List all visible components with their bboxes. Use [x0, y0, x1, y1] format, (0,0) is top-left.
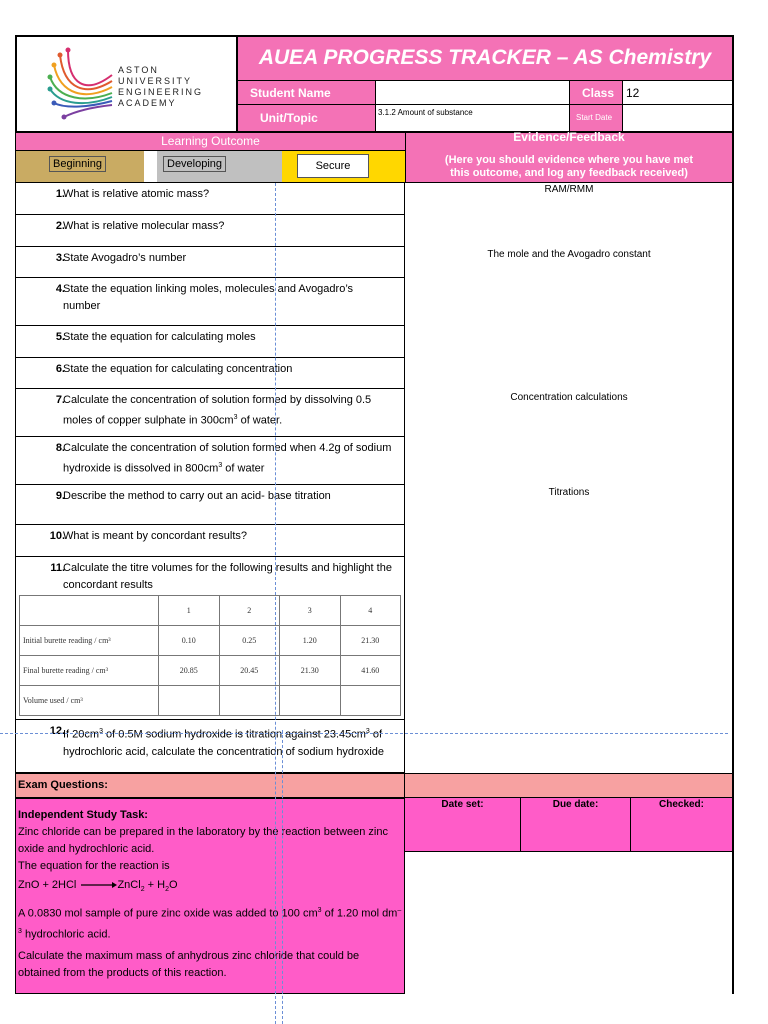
- study-text-part: A 0.0830 mol sample of pure zinc oxide was added to 100 cm: [18, 907, 318, 920]
- beginning-badge: Beginning: [49, 156, 106, 172]
- titre-results-table: [19, 595, 401, 716]
- evidence-mole: The mole and the Avogadro constant: [487, 249, 651, 260]
- exam-questions-label: Exam Questions:: [18, 779, 108, 791]
- exam-questions-right-cell: [405, 773, 734, 798]
- student-name-field[interactable]: [376, 81, 570, 105]
- titre-cell: 21.30: [340, 626, 401, 656]
- outcome-row-4: [15, 278, 405, 326]
- equation-product: O: [168, 879, 178, 891]
- outcome-number: 11.: [50, 562, 65, 574]
- page-guide-horizontal: [0, 733, 728, 734]
- titre-cell: 1.20: [280, 626, 341, 656]
- subscript: 2: [165, 886, 169, 894]
- logo-line: UNIVERSITY: [118, 76, 193, 86]
- titre-header-cell: 3: [280, 596, 341, 626]
- outcome-text-part: of water: [222, 462, 265, 475]
- date-set-cell: [405, 798, 521, 852]
- unit-field[interactable]: [376, 105, 570, 131]
- outcome-row-5: [15, 326, 405, 358]
- title-bar: [238, 37, 732, 81]
- study-text-part: of 1.20 mol dm: [321, 907, 398, 920]
- class-label-cell: [570, 81, 623, 105]
- outcome-text: State the equation for calculating concentration: [63, 363, 293, 375]
- titre-cell[interactable]: [219, 686, 280, 716]
- class-value: 12: [626, 86, 640, 100]
- study-heading: Independent Study Task:: [18, 809, 148, 821]
- study-text: The equation for the reaction is: [18, 860, 170, 872]
- titre-cell: 0.25: [219, 626, 280, 656]
- titre-cell[interactable]: [280, 686, 341, 716]
- subscript: 2: [140, 886, 145, 894]
- superscript: –3: [18, 907, 402, 935]
- exam-questions-label-cell: [15, 773, 405, 798]
- titre-header-cell: 2: [219, 596, 280, 626]
- titre-header-row: [20, 596, 401, 626]
- outcome-text-part: of hydrochloric acid, calculate the concentration of sodium hydroxide: [63, 728, 385, 758]
- titre-row-label: Volume used / cm³: [20, 686, 159, 716]
- evidence-conc: Concentration calculations: [510, 392, 628, 403]
- outcome-row-8: [15, 437, 405, 485]
- study-text-part: hydrochloric acid.: [21, 928, 111, 941]
- titre-cell[interactable]: [340, 686, 401, 716]
- superscript: 3: [233, 414, 238, 421]
- outcome-number: 12.: [49, 725, 65, 737]
- outcome-number: 7.: [55, 394, 65, 406]
- logo-line: ENGINEERING: [118, 87, 204, 97]
- outcome-row-10: [15, 525, 405, 557]
- start-date-field[interactable]: [623, 105, 732, 131]
- logo-line: ASTON: [118, 65, 159, 75]
- outcome-text: What is meant by concordant results?: [63, 530, 248, 542]
- superscript: 3: [99, 728, 103, 735]
- outcome-row-6: [15, 358, 405, 389]
- titre-cell: 21.30: [280, 656, 341, 686]
- evidence-title: Evidence/Feedback: [513, 130, 625, 144]
- titre-row: [20, 626, 401, 656]
- outcome-text: State the equation for calculating moles: [63, 331, 256, 343]
- academy-logo: [18, 37, 236, 131]
- titre-row-label: Final burette reading / cm³: [20, 656, 159, 686]
- evidence-header: [405, 130, 734, 183]
- checked-label: Checked:: [658, 799, 704, 810]
- titre-cell: 41.60: [340, 656, 401, 686]
- study-text: Zinc chloride can be prepared in the laboratory by the reaction between zinc oxide and hydrochloric acid.: [18, 826, 388, 855]
- outcome-text: What is relative molecular mass?: [63, 220, 225, 232]
- reaction-arrow-icon: [81, 881, 117, 889]
- outcome-number: 6.: [55, 363, 65, 375]
- titre-row-label: Initial burette reading / cm³: [20, 626, 159, 656]
- titre-row: [20, 686, 401, 716]
- superscript: 3: [365, 728, 370, 735]
- outcome-text: What is relative atomic mass?: [63, 188, 210, 200]
- due-date-cell: [521, 798, 631, 852]
- unit-label-cell: [238, 105, 376, 131]
- outcome-row-3: [15, 247, 405, 278]
- logo-text: [118, 65, 203, 109]
- secure-badge: Secure: [297, 154, 369, 178]
- superscript: 3: [218, 462, 223, 469]
- outcome-text-part: Calculate the concentration of solution formed when 4.2g of sodium hydroxide is dissolved in 800cm: [63, 442, 392, 475]
- equation-product: + H: [144, 879, 166, 891]
- unit-label: Unit/Topic: [260, 111, 318, 125]
- unit-value: 3.1.2 Amount of substance: [378, 108, 473, 117]
- evidence-note: (Here you should evidence where you have met this outcome, and log any feedback received): [444, 154, 694, 179]
- outcome-row-12: [15, 720, 405, 773]
- level-key-bar: [15, 151, 405, 183]
- equation-product: ZnCl: [117, 879, 141, 891]
- outcome-number: 1.: [55, 188, 65, 200]
- outcome-number: 9.: [55, 490, 65, 502]
- reaction-equation: [18, 877, 402, 898]
- outcome-text: [63, 723, 393, 761]
- titre-cell: 20.45: [219, 656, 280, 686]
- equation-reactants: ZnO + 2HCl: [18, 879, 77, 891]
- learning-outcome-title: Learning Outcome: [161, 134, 260, 148]
- outcome-text-part: If 20cm: [63, 728, 100, 741]
- titre-cell: 20.85: [159, 656, 220, 686]
- outcome-number: 4.: [55, 283, 65, 295]
- outcome-number: 10.: [49, 530, 65, 542]
- outcome-number: 8.: [55, 442, 65, 454]
- outcome-number: 3.: [55, 252, 65, 264]
- titre-header-cell: [20, 596, 159, 626]
- outcome-text: Calculate the titre volumes for the following results and highlight the concordant results: [63, 562, 392, 591]
- logo-arcs-icon: [46, 45, 116, 125]
- lower-right-border: [732, 852, 734, 994]
- titre-header-cell: 4: [340, 596, 401, 626]
- titre-header-cell: 1: [159, 596, 220, 626]
- evidence-column-border: [405, 183, 734, 773]
- outcome-text: [63, 440, 393, 478]
- titre-cell: 0.10: [159, 626, 220, 656]
- logo-line: ACADEMY: [118, 98, 177, 108]
- superscript: 3: [317, 907, 322, 915]
- study-text: Calculate the maximum mass of anhydrous zinc chloride that could be obtained from the products of this reaction.: [18, 949, 360, 979]
- outcome-text-part: Calculate the concentration of solution formed by dissolving 0.5 moles of copper sulphate in 300cm: [63, 394, 372, 427]
- class-label: Class: [582, 86, 615, 100]
- developing-badge: Developing: [163, 156, 226, 172]
- study-text: [18, 902, 402, 943]
- page-guide-vertical: [275, 183, 276, 1024]
- outcome-text: State the equation linking moles, molecules and Avogadro’s number: [63, 283, 354, 312]
- outcome-row-1: [15, 183, 405, 215]
- due-date-label: Due date:: [552, 799, 599, 810]
- evidence-ram: RAM/RMM: [544, 184, 594, 195]
- start-date-label: Start Date: [576, 113, 613, 122]
- student-name-label: Student Name: [250, 86, 331, 100]
- evidence-titrations: Titrations: [548, 487, 590, 498]
- outcome-row-7: [15, 389, 405, 437]
- start-date-label-cell: [570, 105, 623, 131]
- learning-outcome-header: [15, 133, 405, 151]
- checked-cell: [631, 798, 734, 852]
- outcome-text-part: of water.: [237, 414, 283, 427]
- titre-row: [20, 656, 401, 686]
- outcome-text: State Avogadro’s number: [63, 252, 187, 264]
- outcome-row-11: [15, 557, 405, 720]
- student-name-label-cell: [238, 81, 376, 105]
- outcome-text-part: of 0.5M sodium hydroxide is titration against 23.45cm: [102, 728, 366, 741]
- outcome-row-9: [15, 485, 405, 525]
- date-set-label: Date set:: [441, 799, 484, 810]
- class-field[interactable]: [623, 81, 732, 105]
- outcome-row-2: [15, 215, 405, 247]
- outcome-number: 2.: [55, 220, 65, 232]
- outcome-text: [63, 392, 393, 430]
- page-title: AUEA PROGRESS TRACKER – AS Chemistry: [258, 46, 712, 69]
- page-guide-vertical: [282, 730, 283, 1024]
- titre-cell[interactable]: [159, 686, 220, 716]
- independent-study-task: [15, 798, 405, 994]
- outcome-text: Describe the method to carry out an acid- base titration: [63, 490, 331, 502]
- outcome-number: 5.: [55, 331, 65, 343]
